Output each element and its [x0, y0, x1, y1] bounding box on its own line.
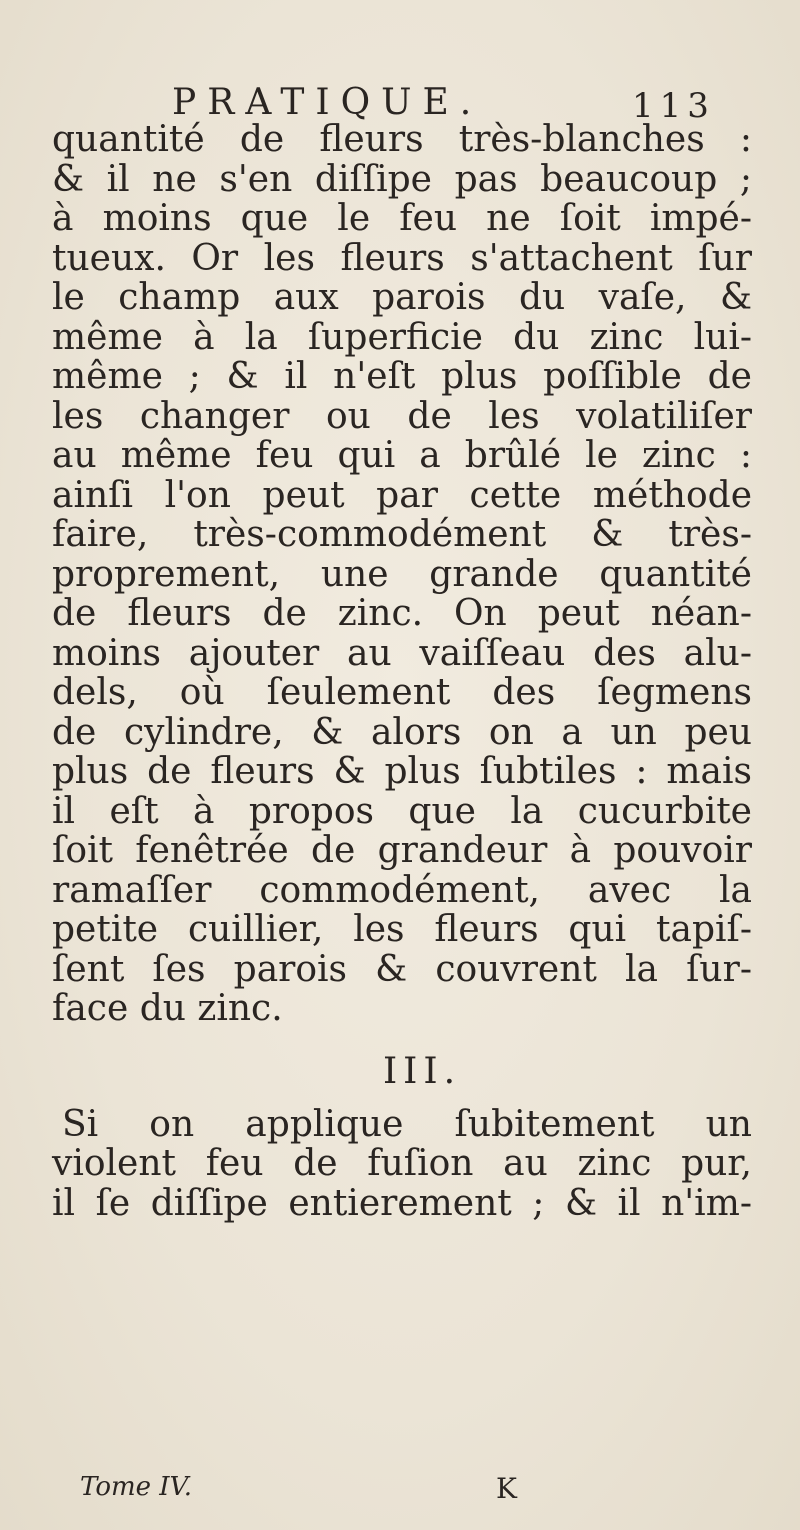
- text-line: au même feu qui a brûlé le zinc :: [52, 435, 752, 476]
- text-line: petite cuillier, les fleurs qui tapiſ-: [52, 909, 752, 950]
- text-line: même à la ſuperficie du zinc lui-: [52, 316, 752, 358]
- text-line: il ſe diſſipe entierement ; & il n'im-: [52, 1182, 752, 1224]
- text-line: ainſi l'on peut par cette méthode: [52, 474, 752, 516]
- text-line: plus de fleurs & plus ſubtiles : mais: [52, 751, 752, 792]
- text-line: ramaſſer commodément, avec la: [52, 869, 752, 911]
- text-line: les changer ou de les volatiliſer: [52, 395, 752, 437]
- text-line: quantité de fleurs très-blanches :: [52, 119, 752, 160]
- signature-mark: K: [496, 1472, 517, 1505]
- text-line: même ; & il n'eſt plus poſſible de: [52, 356, 752, 397]
- text-line: il eſt à propos que la cucurbite: [52, 790, 752, 832]
- text-line: le champ aux parois du vaſe, &: [52, 277, 752, 318]
- text-line: tueux. Or les fleurs s'attachent ſur: [52, 237, 752, 279]
- page-number: 113: [632, 86, 715, 126]
- text-line: ſent ſes parois & couvrent la ſur-: [52, 948, 752, 990]
- text-line: & il ne s'en diſſipe pas beaucoup ;: [52, 158, 752, 200]
- text-line: violent feu de fuſion au zinc pur,: [52, 1143, 752, 1184]
- paragraph-2: [52, 1105, 752, 1224]
- text-line: à moins que le feu ne ſoit impé-: [52, 198, 752, 239]
- text-line: dels, où ſeulement des ſegmens: [52, 672, 752, 713]
- volume-label: Tome IV.: [80, 1472, 193, 1502]
- text-line: ſoit fenêtrée de grandeur à pouvoir: [52, 830, 752, 871]
- body-text: [52, 120, 752, 1223]
- text-line: face du zinc.: [52, 988, 283, 1029]
- page-footer: [0, 1472, 800, 1512]
- running-head: PRATIQUE.: [172, 82, 483, 123]
- text-line: de fleurs de zinc. On peut néan-: [52, 593, 752, 634]
- text-line: proprement, une grande quantité: [52, 553, 752, 595]
- text-line: moins ajouter au vaiſſeau des alu-: [52, 632, 752, 674]
- text-line: Si on applique ſubitement un: [62, 1103, 752, 1145]
- text-line: de cylindre, & alors on a un peu: [52, 711, 752, 753]
- text-line: faire, très-commodément & très-: [52, 514, 752, 555]
- section-number: III.: [382, 1050, 462, 1092]
- paragraph-1: [52, 120, 752, 1029]
